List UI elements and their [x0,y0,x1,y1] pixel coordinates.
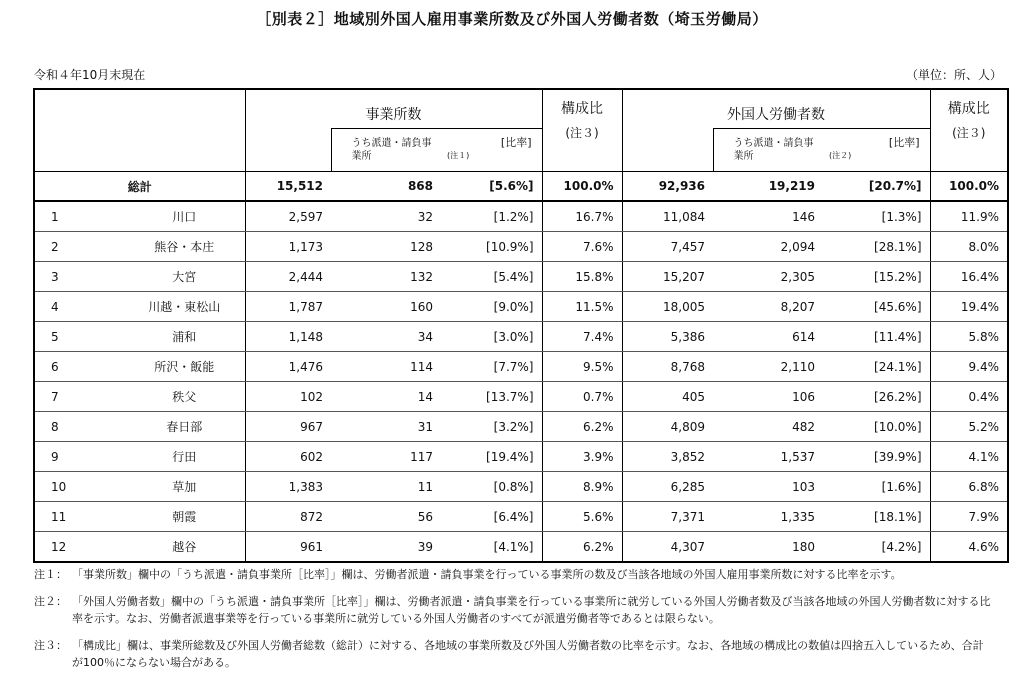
est-haken-count: 11 [331,472,441,502]
est-count: 1,476 [245,352,331,382]
workers-haken-count: 2,094 [713,232,823,262]
region-number: 9 [34,442,124,472]
total-workers-rate: [20.7%] [823,172,930,202]
workers-haken-rate: [11.4%] [823,322,930,352]
workers-haken-count: 2,305 [713,262,823,292]
region-number: 4 [34,292,124,322]
table-row [34,322,1008,352]
workers-count: 405 [622,382,713,412]
est-ratio: 3.9% [542,442,622,472]
workers-ratio: 11.9% [930,201,1008,232]
note-text: 「構成比」欄は、事業所総数及び外国人労働者総数（総計）に対する、各地域の事業所数及び外国人労働者数の比率を示す。なお、各地域の構成比の数値は四捨五入しているため、合計が100％にならない場合がある。 [72,639,984,669]
est-haken-rate: [13.7%] [441,382,542,412]
workers-ratio: 7.9% [930,502,1008,532]
est-haken-rate: [4.1%] [441,532,542,563]
workers-haken-rate: [24.1%] [823,352,930,382]
est-count: 2,597 [245,201,331,232]
est-ratio: 16.7% [542,201,622,232]
total-est-haken: 868 [331,172,441,202]
region-name: 草加 [124,472,245,502]
data-table [33,88,1009,563]
workers-haken-rate: [10.0%] [823,412,930,442]
workers-haken-count: 103 [713,472,823,502]
table-row [34,412,1008,442]
region-name: 浦和 [124,322,245,352]
region-number: 2 [34,232,124,262]
est-ratio: 6.2% [542,412,622,442]
region-number: 10 [34,472,124,502]
est-haken-count: 160 [331,292,441,322]
est-ratio: 5.6% [542,502,622,532]
notes-section [34,566,994,681]
est-haken-rate: [3.0%] [441,322,542,352]
workers-haken-count: 614 [713,322,823,352]
est-haken-count: 32 [331,201,441,232]
workers-haken-count: 106 [713,382,823,412]
table-row [34,232,1008,262]
workers-header: 外国人労働者数 [622,89,930,129]
rate-label: [比率] [888,136,920,149]
total-est-rate: [5.6%] [441,172,542,202]
workers-haken-count: 2,110 [713,352,823,382]
workers-ratio: 4.1% [930,442,1008,472]
workers-count: 4,809 [622,412,713,442]
region-name: 秩父 [124,382,245,412]
est-haken-rate: [19.4%] [441,442,542,472]
est-haken-rate: [1.2%] [441,201,542,232]
region-number: 12 [34,532,124,563]
est-ratio: 7.6% [542,232,622,262]
workers-haken-count: 180 [713,532,823,563]
page-title: ［別表２］地域別外国人雇用事業所数及び外国人労働者数（埼玉労働局） [256,10,768,28]
est-ratio: 6.2% [542,532,622,563]
region-number: 1 [34,201,124,232]
region-name: 春日部 [124,412,245,442]
workers-count: 8,768 [622,352,713,382]
region-name: 川越・東松山 [124,292,245,322]
est-haken-count: 31 [331,412,441,442]
workers-ratio: 0.4% [930,382,1008,412]
table-row [34,352,1008,382]
ratio-label: 構成比 [561,101,603,117]
note-2 [34,593,994,627]
region-number: 11 [34,502,124,532]
region-name: 熊谷・本庄 [124,232,245,262]
region-number: 5 [34,322,124,352]
total-workers: 92,936 [622,172,713,202]
total-est: 15,512 [245,172,331,202]
workers-ratio: 6.8% [930,472,1008,502]
workers-count: 7,457 [622,232,713,262]
workers-ratio: 9.4% [930,352,1008,382]
est-haken-count: 117 [331,442,441,472]
workers-haken-rate: [28.1%] [823,232,930,262]
workers-haken-count: 1,335 [713,502,823,532]
est-haken-count: 39 [331,532,441,563]
table-row [34,442,1008,472]
total-row [34,172,1008,202]
region-number: 7 [34,382,124,412]
workers-haken-rate: [26.2%] [823,382,930,412]
est-count: 1,383 [245,472,331,502]
workers-count: 18,005 [622,292,713,322]
est-haken-header: うち派遣・請負事業所 [331,129,441,172]
region-number: 8 [34,412,124,442]
workers-haken-count: 1,537 [713,442,823,472]
region-name: 大宮 [124,262,245,292]
note-ref: (注１) [447,151,470,160]
total-workers-haken: 19,219 [713,172,823,202]
workers-haken-rate: [45.6%] [823,292,930,322]
workers-ratio: 16.4% [930,262,1008,292]
est-haken-rate: [5.4%] [441,262,542,292]
unit-label: （単位：所、人） [905,68,1002,82]
table-row [34,472,1008,502]
est-haken-rate: [10.9%] [441,232,542,262]
note-1 [34,566,994,583]
region-name: 行田 [124,442,245,472]
table-row [34,262,1008,292]
est-rate-header [441,129,542,172]
region-name: 川口 [124,201,245,232]
est-count: 1,173 [245,232,331,262]
est-count: 961 [245,532,331,563]
establishments-header: 事業所数 [245,89,542,129]
as-of-date: 令和４年10月末現在 [34,68,146,82]
table-row [34,502,1008,532]
region-name: 朝霞 [124,502,245,532]
region-name: 越谷 [124,532,245,563]
note-3 [34,637,994,671]
workers-haken-count: 8,207 [713,292,823,322]
est-count: 102 [245,382,331,412]
est-ratio-header [542,89,622,172]
workers-count: 3,852 [622,442,713,472]
total-workers-ratio: 100.0% [930,172,1008,202]
workers-ratio-header [930,89,1008,172]
sub-header-blank [622,129,713,172]
workers-ratio: 4.6% [930,532,1008,563]
workers-haken-rate: [1.6%] [823,472,930,502]
workers-haken-rate: [1.3%] [823,201,930,232]
est-haken-rate: [9.0%] [441,292,542,322]
workers-haken-count: 482 [713,412,823,442]
note-label: 注１： [34,568,67,581]
workers-rate-header [823,129,930,172]
est-haken-rate: [7.7%] [441,352,542,382]
note-text: 「事業所数」欄中の「うち派遣・請負事業所［比率］」欄は、労働者派遣・請負事業を行っている事業所の数及び当該各地域の外国人雇用事業所数に対する比率を示す。 [72,568,902,581]
est-haken-rate: [3.2%] [441,412,542,442]
workers-ratio: 19.4% [930,292,1008,322]
note-label: 注３： [34,639,67,652]
region-number: 3 [34,262,124,292]
est-haken-count: 128 [331,232,441,262]
table-row [34,382,1008,412]
est-ratio: 9.5% [542,352,622,382]
est-haken-rate: [6.4%] [441,502,542,532]
est-count: 602 [245,442,331,472]
workers-count: 4,307 [622,532,713,563]
est-haken-count: 34 [331,322,441,352]
ratio-label: 構成比 [947,101,990,117]
workers-count: 15,207 [622,262,713,292]
est-haken-count: 132 [331,262,441,292]
table-row [34,532,1008,563]
workers-haken-header: うち派遣・請負事業所 [713,129,823,172]
workers-haken-rate: [15.2%] [823,262,930,292]
est-haken-count: 114 [331,352,441,382]
est-haken-count: 14 [331,382,441,412]
workers-ratio: 5.8% [930,322,1008,352]
workers-count: 7,371 [622,502,713,532]
est-ratio: 8.9% [542,472,622,502]
est-count: 872 [245,502,331,532]
table-row [34,201,1008,232]
est-count: 967 [245,412,331,442]
region-name: 所沢・飯能 [124,352,245,382]
est-ratio: 7.4% [542,322,622,352]
workers-ratio: 5.2% [930,412,1008,442]
est-ratio: 15.8% [542,262,622,292]
note-label: 注２： [34,595,67,608]
workers-haken-count: 146 [713,201,823,232]
est-haken-count: 56 [331,502,441,532]
est-count: 2,444 [245,262,331,292]
workers-count: 5,386 [622,322,713,352]
total-est-ratio: 100.0% [542,172,622,202]
workers-ratio: 8.0% [930,232,1008,262]
est-count: 1,148 [245,322,331,352]
est-haken-rate: [0.8%] [441,472,542,502]
sub-header-blank [245,129,331,172]
region-header-cell [34,89,245,172]
workers-haken-rate: [39.9%] [823,442,930,472]
region-number: 6 [34,352,124,382]
note-text: 「外国人労働者数」欄中の「うち派遣・請負事業所［比率］」欄は、労働者派遣・請負事業を行っている事業所に就労している外国人労働者数及び当該各地域の外国人労働者数に対する比率を示す。なお、労働者派遣事業等を行っている事業所に就労している外国人労働者のすべてが派遣労働者等であるとは限らない。 [72,595,991,625]
ratio-note: (注３) [952,126,986,140]
workers-haken-rate: [4.2%] [823,532,930,563]
workers-haken-rate: [18.1%] [823,502,930,532]
total-label: 総計 [34,172,245,202]
est-count: 1,787 [245,292,331,322]
workers-count: 11,084 [622,201,713,232]
ratio-note: (注３) [565,126,599,140]
table-row [34,292,1008,322]
est-ratio: 0.7% [542,382,622,412]
rate-label: [比率] [500,136,532,149]
note-ref: (注２) [829,151,852,160]
est-ratio: 11.5% [542,292,622,322]
workers-count: 6,285 [622,472,713,502]
